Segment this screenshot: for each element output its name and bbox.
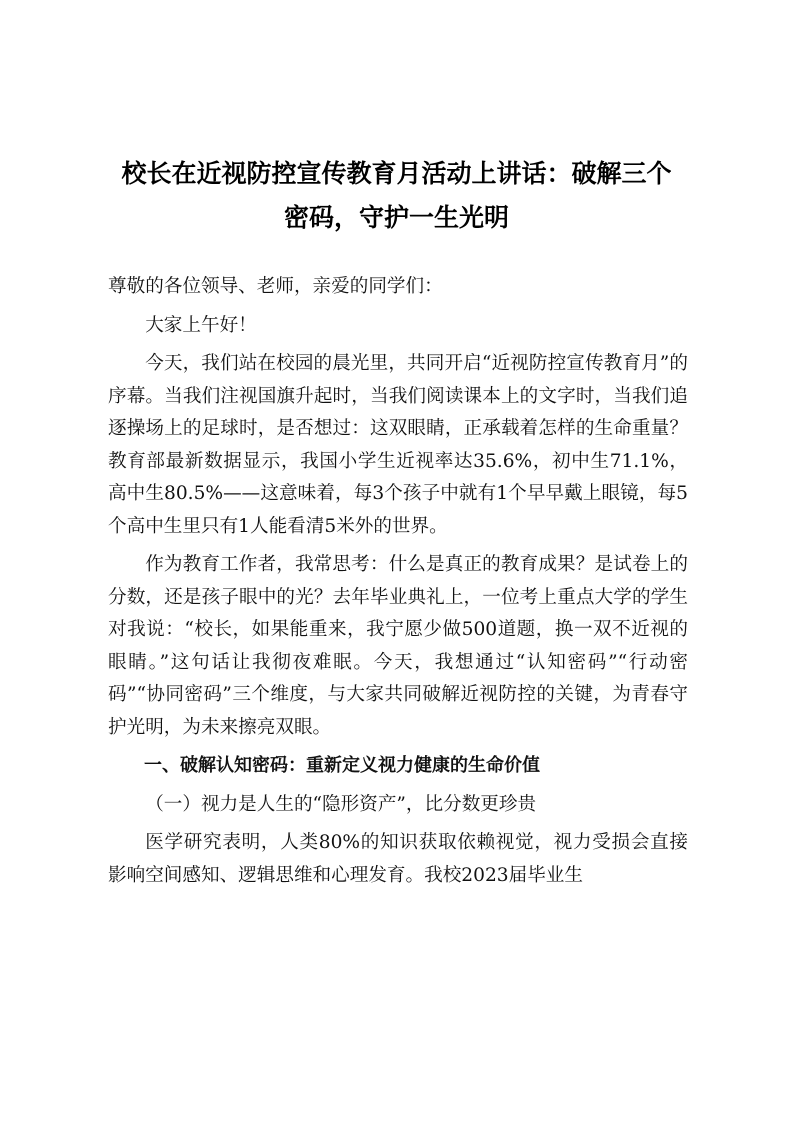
document-title bbox=[100, 152, 693, 240]
section-heading: 一、破解认知密码：重新定义视力健康的生命价值 bbox=[144, 755, 540, 776]
greeting: 大家上午好！ bbox=[145, 314, 257, 336]
paragraph-opening: 今天，我们站在校园的晨光里，共同开启“近视防控宣传教育月”的序幕。当我们注视国旗升起时，当我们阅读课本上的文字时，当我们追逐操场上的足球时，是否想过：这双眼睛，正承载着怎样的生命重量？教育部最新数据显示，我国小学生近视率达35.6%，初中生71.1%，高中生80.5%——这意味着，每3个孩子中就有1个早早戴上眼镜，每5个高中生里只有1人能看清5米外的世界。 bbox=[108, 353, 688, 537]
title-line-2: 密码，守护一生光明 bbox=[283, 203, 509, 232]
paragraph-reflection: 作为教育工作者，我常思考：什么是真正的教育成果？是试卷上的分数，还是孩子眼中的光？去年毕业典礼上，一位考上重点大学的学生对我说：“校长，如果能重来，我宁愿少做500道题，换一双不近视的眼睛。”这句话让我彻夜难眠。今天，我想通过“认知密码”“行动密码”“协同密码”三个维度，与大家共同破解近视防控的关键，为青春守护光明，为未来擦亮双眼。 bbox=[108, 554, 688, 738]
paragraph-research: 医学研究表明，人类80%的知识获取依赖视觉，视力受损会直接影响空间感知、逻辑思维和心理发育。我校2023届毕业生 bbox=[108, 832, 688, 886]
subheading: （一）视力是人生的“隐形资产”，比分数更珍贵 bbox=[145, 793, 537, 815]
document-body bbox=[108, 271, 688, 898]
title-line-1: 校长在近视防控宣传教育月活动上讲话：破解三个 bbox=[121, 159, 672, 188]
salutation: 尊敬的各位领导、老师，亲爱的同学们： bbox=[108, 276, 443, 297]
